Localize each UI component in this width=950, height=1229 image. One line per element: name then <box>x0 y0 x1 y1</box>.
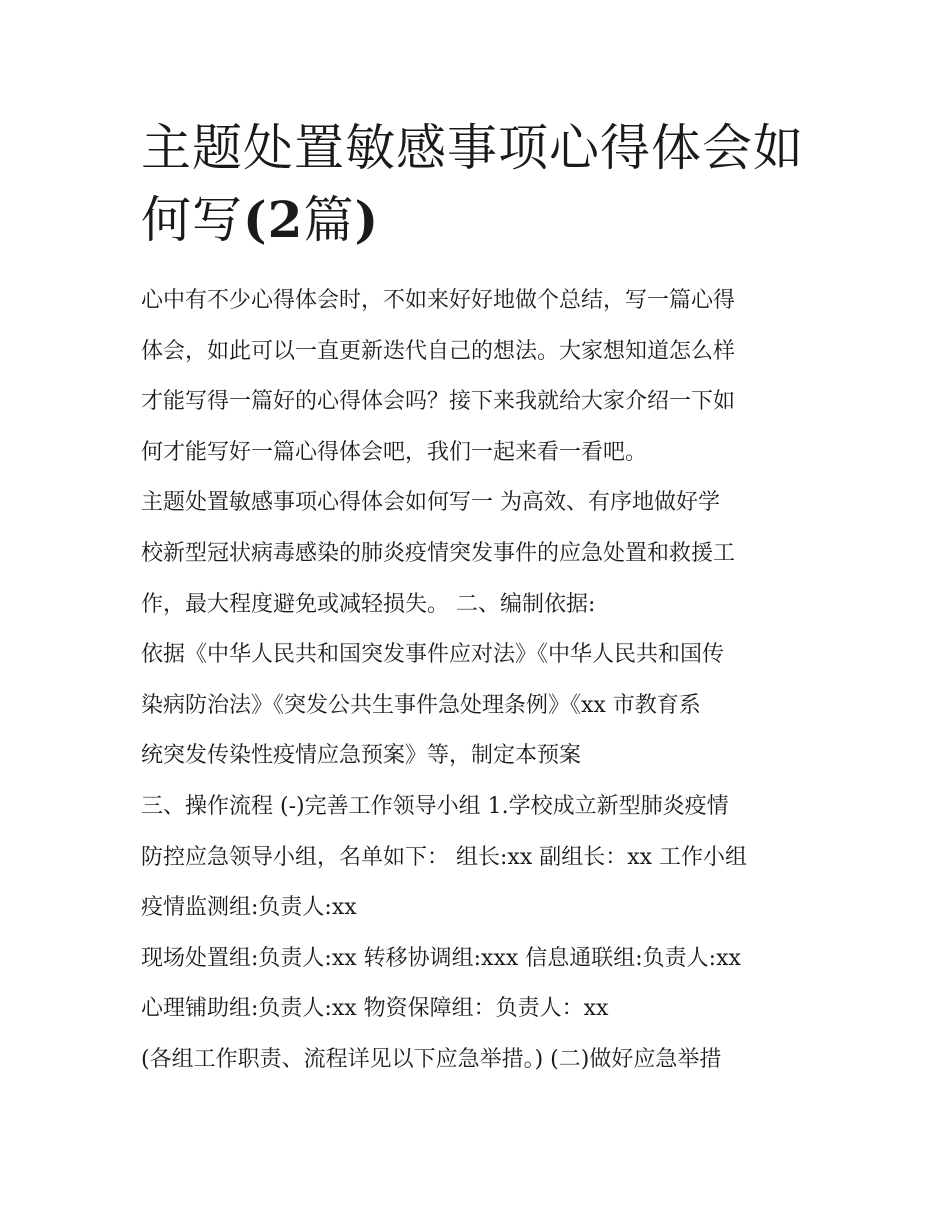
text-line: 统突发传染性疫情应急预案》等，制定本预案 <box>141 743 582 769</box>
title-line-2-number: (2 <box>243 190 304 249</box>
text-line: 依据《中华人民共和国突发事件应对法》《中华人民共和国传 <box>141 642 725 668</box>
body-text <box>141 276 821 1086</box>
text-line: 染病防治法》《突发公共生事件急处理条例》《xx 市教育系 <box>141 692 701 718</box>
title-line-2-end: ) <box>354 190 380 249</box>
text-line: 现场处置组:负责人:xx 转移协调组:xxx 信息通联组:负责人:xx <box>141 945 741 971</box>
text-line: 作，最大程度避免或减轻损失。 二、编制依据: <box>141 591 596 617</box>
text-line: (各组工作职责、流程详见以下应急举措。) (二)做好应急举措 <box>141 1046 722 1072</box>
text-line: 疫情监测组:负责人:xx <box>141 895 357 921</box>
title-line-2-prefix: 何写 <box>141 191 243 249</box>
text-line: 心中有不少心得体会时，不如来好好地做个总结，写一篇心得 <box>141 288 736 313</box>
text-line: 何才能写好一篇心得体会吧，我们一起来看一看吧。 <box>141 439 648 465</box>
text-line: 校新型冠状病毒感染的肺炎疫情突发事件的应急处置和救援工 <box>141 540 736 566</box>
text-line: 体会，如此可以一直更新迭代自己的想法。大家想知道怎么样 <box>141 338 736 364</box>
title-line-1: 主题处置敏感事项心得体会如 <box>141 119 804 177</box>
text-line: 心理铺助组:负责人:xx 物资保障组：负责人：xx <box>141 996 609 1022</box>
text-line: 才能写得一篇好的心得体会吗？接下来我就给大家介绍一下如 <box>141 389 736 415</box>
text-line: 主题处置敏感事项心得体会如何写一 为高效、有序地做好学 <box>141 490 720 516</box>
page-title <box>141 112 821 256</box>
title-line-2-mid: 篇 <box>303 191 355 249</box>
text-line: 防控应急领导小组，名单如下： 组长:xx 副组长：xx 工作小组 <box>141 844 748 870</box>
text-line: 三、操作流程 (-)完善工作领导小组 1.学校成立新型肺炎疫情 <box>141 793 729 819</box>
